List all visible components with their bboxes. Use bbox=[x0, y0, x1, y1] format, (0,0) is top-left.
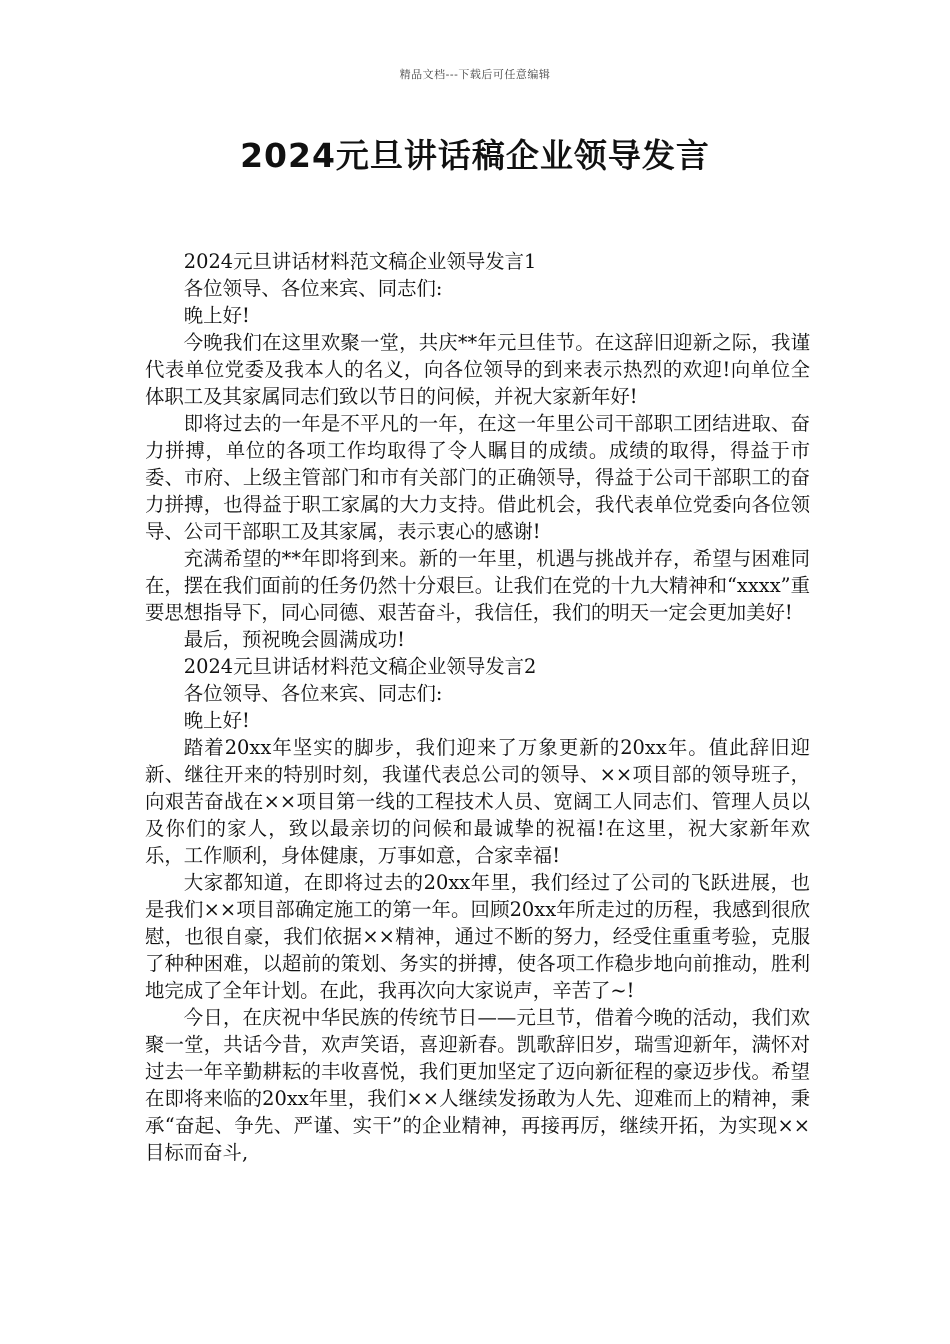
document-body bbox=[145, 248, 810, 1166]
paragraph-salutation-1: 各位领导、各位来宾、同志们: bbox=[183, 277, 443, 300]
paragraph-heading-1: 2024元旦讲话材料范文稿企业领导发言1 bbox=[183, 250, 537, 273]
paragraph: 即将过去的一年是不平凡的一年，在这一年里公司干部职工团结进取、奋力拼搏，单位的各项工作均取得了令人瞩目的成绩。成绩的取得，得益于市委、市府、上级主管部门和市有关部门的正确领导，得益于公司干部职工的奋力拼搏，也得益于职工家属的大力支持。借此机会，我代表单位党委向各位领导、公司干部职工及其家属，表示衷心的感谢! bbox=[145, 412, 810, 543]
paragraph-salutation-2: 各位领导、各位来宾、同志们: bbox=[183, 682, 443, 705]
paragraph: 今晚我们在这里欢聚一堂，共庆**年元旦佳节。在这辞旧迎新之际，我谨代表单位党委及我本人的名义，向各位领导的到来表示热烈的欢迎!向单位全体职工及其家属同志们致以节日的问候，并祝大家新年好! bbox=[145, 331, 810, 408]
paragraph: 大家都知道，在即将过去的20xx年里，我们经过了公司的飞跃进展，也是我们××项目部确定施工的第一年。回顾20xx年所走过的历程，我感到很欣慰，也很自豪，我们依据××精神，通过不断的努力，经受住重重考验，克服了种种困难，以超前的策划、务实的拼搏，使各项工作稳步地向前推动，胜利地完成了全年计划。在此，我再次向大家说声，辛苦了~! bbox=[145, 871, 810, 1002]
paragraph-greeting-2: 晚上好! bbox=[183, 709, 250, 732]
paragraph: 今日，在庆祝中华民族的传统节日——元旦节，借着今晚的活动，我们欢聚一堂，共话今昔，欢声笑语，喜迎新春。凯歌辞旧岁，瑞雪迎新年，满怀对过去一年辛勤耕耘的丰收喜悦，我们更加坚定了迈向新征程的豪迈步伐。希望在即将来临的20xx年里，我们××人继续发扬敢为人先、迎难而上的精神，秉承“奋起、争先、严谨、实干”的企业精神，再接再厉，继续开拓，为实现××目标而奋斗, bbox=[145, 1006, 810, 1164]
paragraph-greeting-1: 晚上好! bbox=[183, 304, 250, 327]
paragraph-heading-2: 2024元旦讲话材料范文稿企业领导发言2 bbox=[183, 655, 537, 678]
document-title: 2024元旦讲话稿企业领导发言 bbox=[240, 136, 710, 175]
paragraph-closing-1: 最后，预祝晚会圆满成功! bbox=[183, 628, 405, 651]
paragraph: 充满希望的**年即将到来。新的一年里，机遇与挑战并存，希望与困难同在，摆在我们面前的任务仍然十分艰巨。让我们在党的十九大精神和“xxxx”重要思想指导下，同心同德、艰苦奋斗，我信任，我们的明天一定会更加美好! bbox=[145, 547, 810, 624]
paragraph: 踏着20xx年坚实的脚步，我们迎来了万象更新的20xx年。值此辞旧迎新、继往开来的特别时刻，我谨代表总公司的领导、××项目部的领导班子，向艰苦奋战在××项目第一线的工程技术人员、宽阔工人同志们、管理人员以及你们的家人，致以最亲切的问候和最诚挚的祝福!在这里，祝大家新年欢乐，工作顺利，身体健康，万事如意，合家幸福! bbox=[145, 736, 810, 867]
page-header: 精品文档---下载后可任意编辑 bbox=[399, 68, 551, 81]
